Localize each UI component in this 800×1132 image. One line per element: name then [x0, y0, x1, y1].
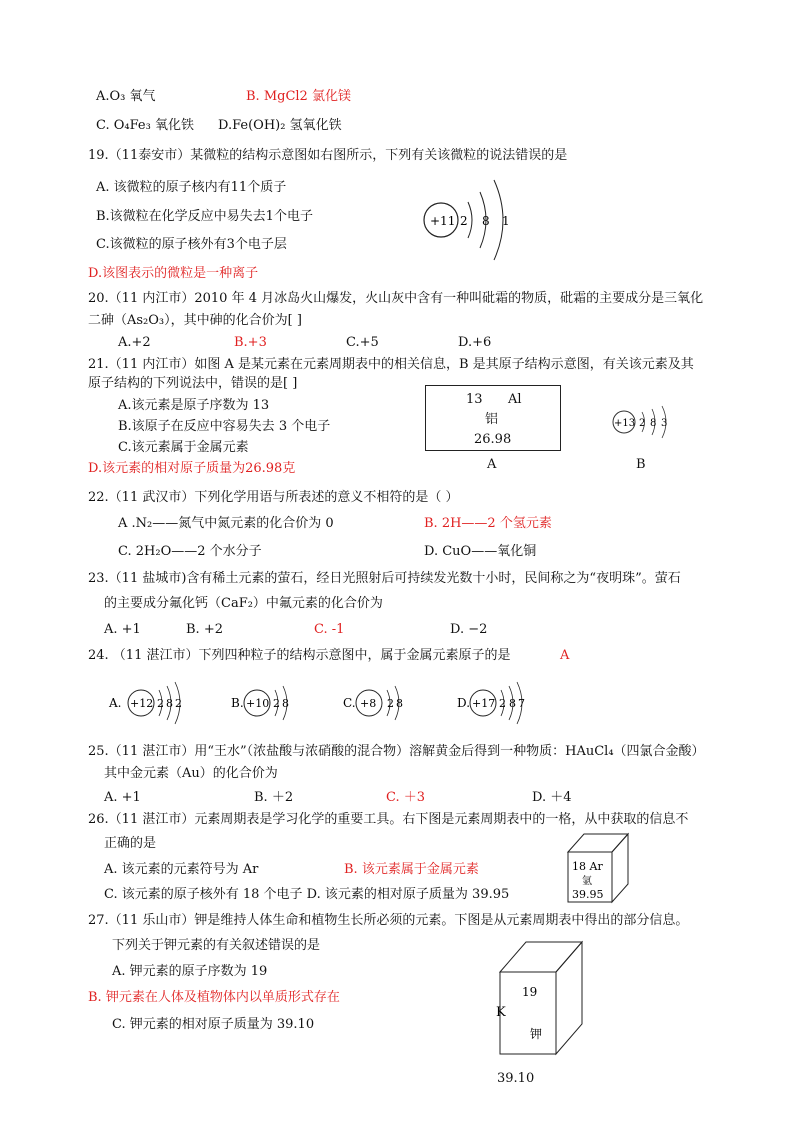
q22-option-c: C. 2H₂O——2 个水分子	[118, 544, 262, 559]
q23-line2: 的主要成分氟化钙（CaF₂）中氟元素的化合价为	[104, 596, 383, 611]
q24-d-shell-2: 8	[509, 697, 516, 710]
q24-diagram-d	[457, 682, 525, 724]
q21-atom-diagram-b	[608, 404, 678, 440]
q20-line2: 二砷（As₂O₃），其中砷的化合价为[ ]	[88, 313, 302, 328]
q22-option-d: D. CuO——氧化铜	[424, 544, 537, 559]
q21-card-mass: 26.98	[474, 432, 512, 447]
q21-shell-3: 3	[661, 418, 668, 429]
q19-shell-1: 2	[460, 214, 468, 228]
q21-card-symbol: Al	[508, 392, 522, 407]
q21-label-b: B	[636, 457, 646, 472]
q27-option-c: C. 钾元素的相对原子质量为 39.10	[112, 1017, 315, 1032]
q19-atom-diagram	[420, 172, 530, 262]
q26-element-cube	[562, 830, 634, 904]
q24-a-nucleus: +12	[130, 697, 154, 710]
top-option-c: C. O₄Fe₃ 氧化铁	[96, 118, 194, 133]
q23-option-c: C. -1	[314, 622, 345, 637]
q24-diagram-a	[108, 682, 182, 724]
q24-c-shell-1: 2	[387, 697, 394, 710]
q20-option-d: D.+6	[458, 335, 492, 350]
q19-option-a: A. 该微粒的原子核内有11个质子	[96, 180, 287, 195]
q24-d-shell-1: 2	[499, 697, 506, 710]
q21-option-a: A.该元素是原子序数为 13	[118, 398, 270, 413]
q24-c-nucleus: +8	[360, 697, 377, 710]
q25-option-c: C. ＋3	[386, 790, 426, 805]
q24-d-shell-3: 7	[518, 697, 525, 710]
q22-option-b: B. 2H——2 个氢元素	[424, 516, 552, 531]
q23-option-b: B. +2	[186, 622, 223, 637]
q19-shell-3: 1	[502, 214, 510, 228]
q27-line1: 27.（11 乐山市）钾是维持人体生命和植物生长所必须的元素。下图是从元素周期表中得出的部分信息。	[88, 913, 689, 928]
q24-b-nucleus: +10	[246, 697, 270, 710]
q26-option-a: A. 该元素的元素符号为 Ar	[104, 862, 259, 877]
q24-answer: A	[560, 648, 570, 663]
q25-option-d: D. ＋4	[532, 790, 572, 805]
q24-diagram-c	[343, 686, 403, 720]
q21-option-c: C.该元素属于金属元素	[118, 440, 249, 455]
q23-line1: 23.（11 盐城市)含有稀土元素的萤石，经日光照射后可持续发光数十小时，民间称之为“夜明珠”。萤石	[88, 571, 681, 586]
q20-option-b: B.+3	[234, 335, 267, 350]
q24-d-nucleus: +17	[472, 697, 496, 710]
q21-card-name: 铝	[485, 412, 499, 427]
shell-arc-1	[468, 202, 472, 238]
top-option-d: D.Fe(OH)₂ 氢氧化铁	[218, 118, 342, 133]
q25-option-a: A. +1	[104, 790, 141, 805]
q26-line2: 正确的是	[104, 836, 157, 851]
q26-card-mass: 39.95	[572, 888, 604, 901]
q26-card-name: 氩	[582, 876, 592, 887]
q21-line1: 21.（11 内江市）如图 A 是某元素在元素周期表中的相关信息，B 是其原子结构示意图，有关该元素及其	[88, 357, 694, 372]
q27-card-mass: 39.10	[497, 1071, 535, 1086]
q26-line1: 26.（11 湛江市）元素周期表是学习化学的重要工具。右下图是元素周期表中的一格，从中获取的信息不	[88, 812, 689, 827]
q19-nucleus: +11	[430, 214, 456, 228]
top-option-a: A.O₃ 氧气	[96, 89, 156, 104]
q24-b-shell-1: 2	[273, 697, 280, 710]
q24-a-shell-3: 2	[175, 697, 182, 710]
q20-option-a: A.+2	[118, 335, 151, 350]
q21-line2: 原子结构的下列说法中，错误的是[ ]	[88, 376, 298, 391]
q19-option-d: D.该图表示的微粒是一种离子	[88, 266, 259, 281]
q24-c-shell-2: 8	[396, 697, 403, 710]
q19-option-c: C.该微粒的原子核外有3个电子层	[96, 237, 287, 252]
top-option-b: B. MgCl2 氯化镁	[246, 89, 351, 104]
q24-a-shell-2: 8	[166, 697, 173, 710]
q25-line2: 其中金元素（Au）的化合价为	[104, 766, 278, 781]
q27-element-cube	[488, 936, 588, 1056]
q26-card-number-symbol: 18 Ar	[572, 860, 603, 873]
q21-card-number: 13	[466, 392, 483, 407]
q24-a-label: A.	[109, 696, 122, 710]
q19-stem: 19.（11泰安市）某微粒的结构示意图如右图所示，下列有关该微粒的说法错误的是	[88, 148, 568, 163]
q26-option-b: B. 该元素属于金属元素	[344, 862, 479, 877]
q27-option-b: B. 钾元素在人体及植物体内以单质形式存在	[88, 990, 340, 1005]
q25-line1: 25.（11 湛江市）用“王水”（浓盐酸与浓硝酸的混合物）溶解黄金后得到一种物质：HAuCl₄（四氯合金酸）	[88, 744, 705, 759]
q24-diagram-b	[231, 686, 289, 720]
q21-shell-2: 8	[650, 418, 657, 429]
q24-d-label: D.	[457, 696, 471, 710]
q27-line2: 下列关于钾元素的有关叙述错误的是	[112, 938, 321, 953]
q22-option-a: A .N₂——氮气中氮元素的化合价为 0	[118, 516, 334, 531]
q21-element-card	[425, 385, 561, 451]
q24-a-shell-1: 2	[157, 697, 164, 710]
q21-option-d: D.该元素的相对原子质量为26.98克	[88, 461, 296, 476]
q24-b-shell-2: 8	[282, 697, 289, 710]
q25-option-b: B. ＋2	[254, 790, 294, 805]
q27-option-a: A. 钾元素的原子序数为 19	[112, 964, 268, 979]
q21-shell-1: 2	[639, 418, 646, 429]
q19-shell-2: 8	[482, 214, 490, 228]
q23-option-a: A. +1	[104, 622, 141, 637]
q19-option-b: B.该微粒在化学反应中易失去1个电子	[96, 209, 313, 224]
q20-line1: 20.（11 内江市）2010 年 4 月冰岛火山爆发，火山灰中含有一种叫砒霜的物质，砒霜的主要成分是三氧化	[88, 291, 704, 306]
q26-option-c-d: C. 该元素的原子核外有 18 个电子 D. 该元素的相对原子质量为 39.95	[104, 887, 510, 902]
q20-option-c: C.+5	[346, 335, 379, 350]
q24-c-label: C.	[343, 696, 356, 710]
q27-card-number: 19	[522, 985, 538, 999]
q21-option-b: B.该原子在反应中容易失去 3 个电子	[118, 419, 331, 434]
q23-option-d: D. −2	[450, 622, 488, 637]
q27-card-name: 钾	[530, 1027, 543, 1041]
q24-stem: 24. （11 湛江市）下列四种粒子的结构示意图中，属于金属元素原子的是	[88, 648, 511, 663]
q21-nucleus: +13	[614, 418, 636, 429]
q22-stem: 22.（11 武汉市）下列化学用语与所表述的意义不相符的是（ ）	[88, 490, 459, 505]
q21-label-a: A	[487, 457, 497, 472]
q24-diagrams	[105, 680, 545, 726]
q27-card-symbol: K	[496, 1005, 506, 1020]
q24-b-label: B.	[231, 696, 244, 710]
